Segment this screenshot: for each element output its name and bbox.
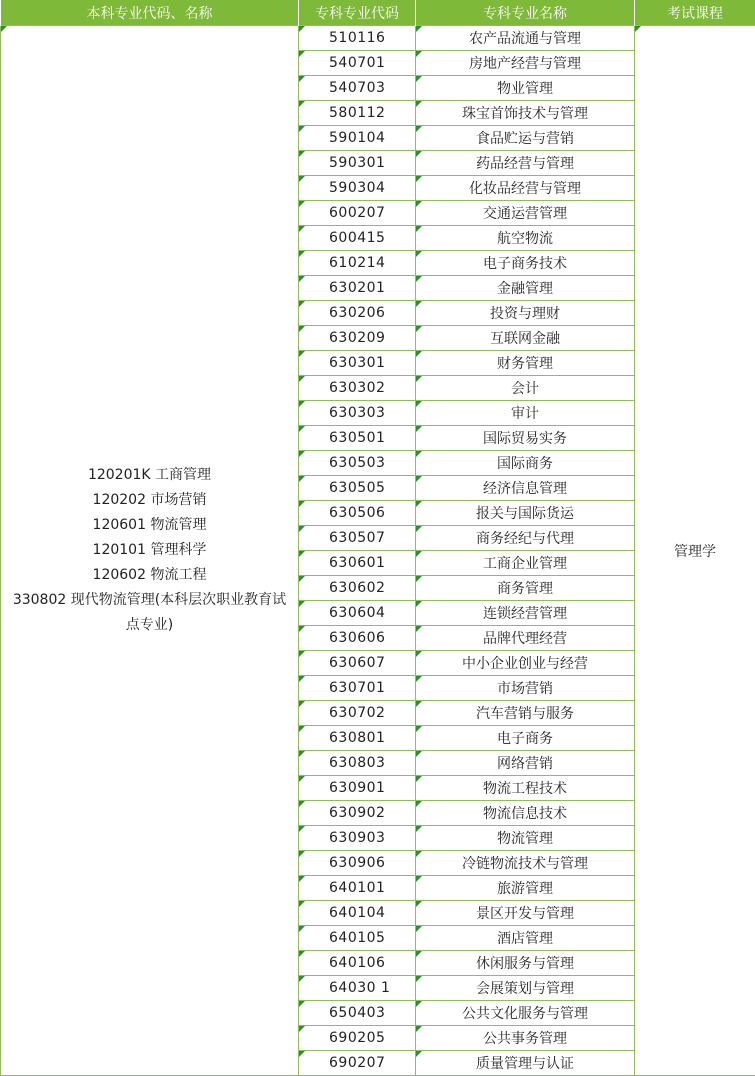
college-code-cell [299, 676, 416, 701]
cell-marker-icon [299, 951, 305, 957]
college-name: 汽车营销与服务 [476, 706, 574, 722]
undergrad-major-line: 120602 物流工程 [92, 567, 207, 583]
college-code-cell [299, 426, 416, 451]
college-name-cell [416, 1026, 635, 1051]
college-name-cell [416, 1001, 635, 1026]
cell-marker-icon [299, 51, 305, 57]
cell-marker-icon [299, 876, 305, 882]
college-name-cell [416, 601, 635, 626]
header-exam-course: 考试课程 [635, 0, 755, 26]
college-code: 630801 [329, 730, 386, 746]
college-code-cell [299, 801, 416, 826]
college-code-cell [299, 251, 416, 276]
college-name-cell [416, 926, 635, 951]
college-name-cell [416, 851, 635, 876]
undergrad-major-line: 点专业) [125, 617, 174, 633]
cell-marker-icon [416, 851, 422, 857]
cell-marker-icon [416, 801, 422, 807]
college-code-cell [299, 176, 416, 201]
cell-marker-icon [416, 51, 422, 57]
college-code: 630607 [329, 655, 386, 671]
cell-marker-icon [416, 951, 422, 957]
cell-marker-icon [299, 801, 305, 807]
cell-marker-icon [416, 501, 422, 507]
college-code: 630301 [329, 355, 386, 371]
cell-marker-icon [299, 76, 305, 82]
college-code-cell [299, 101, 416, 126]
cell-marker-icon [416, 426, 422, 432]
cell-marker-icon [416, 176, 422, 182]
college-code-cell [299, 26, 416, 51]
cell-marker-icon [416, 476, 422, 482]
college-name: 工商企业管理 [483, 556, 567, 572]
college-name-cell [416, 451, 635, 476]
college-name: 会计 [511, 381, 539, 397]
college-name: 酒店管理 [497, 931, 553, 947]
college-code: 630604 [329, 605, 386, 621]
cell-marker-icon [299, 301, 305, 307]
cell-marker-icon [299, 776, 305, 782]
college-name: 互联网金融 [490, 331, 560, 347]
college-name: 食品贮运与营销 [476, 131, 574, 147]
college-code-cell [299, 226, 416, 251]
cell-marker-icon [416, 201, 422, 207]
table-row [1, 26, 755, 51]
college-name: 审计 [511, 406, 539, 422]
cell-marker-icon [416, 326, 422, 332]
college-name-cell [416, 26, 635, 51]
cell-marker-icon [299, 26, 305, 32]
college-code-cell [299, 1001, 416, 1026]
cell-marker-icon [416, 776, 422, 782]
college-code: 630201 [329, 280, 386, 296]
cell-marker-icon [299, 426, 305, 432]
college-code: 580112 [329, 105, 386, 121]
college-code: 640105 [329, 930, 386, 946]
cell-marker-icon [299, 851, 305, 857]
cell-marker-icon [299, 1051, 305, 1057]
college-name-cell [416, 476, 635, 501]
college-code: 630606 [329, 630, 386, 646]
college-name: 质量管理与认证 [476, 1056, 574, 1072]
cell-marker-icon [416, 276, 422, 282]
college-code-cell [299, 651, 416, 676]
cell-marker-icon [416, 126, 422, 132]
college-name-cell [416, 226, 635, 251]
undergrad-majors-list [1, 463, 298, 638]
undergrad-major-line: 120101 管理科学 [92, 542, 207, 558]
cell-marker-icon [299, 976, 305, 982]
cell-marker-icon [299, 276, 305, 282]
college-code: 690207 [329, 1055, 386, 1071]
college-name-cell [416, 76, 635, 101]
college-code: 630303 [329, 405, 386, 421]
cell-marker-icon [416, 301, 422, 307]
college-name: 连锁经营管理 [483, 606, 567, 622]
college-code: 630701 [329, 680, 386, 696]
college-name: 商务经纪与代理 [476, 531, 574, 547]
college-name-cell [416, 826, 635, 851]
college-code-cell [299, 551, 416, 576]
college-name-cell [416, 951, 635, 976]
cell-marker-icon [299, 201, 305, 207]
cell-marker-icon [299, 926, 305, 932]
college-code: 630602 [329, 580, 386, 596]
cell-marker-icon [416, 826, 422, 832]
college-code-cell [299, 776, 416, 801]
cell-marker-icon [1, 26, 7, 32]
college-code: 630902 [329, 805, 386, 821]
college-name: 报关与国际货运 [476, 506, 574, 522]
college-name: 经济信息管理 [483, 481, 567, 497]
college-code: 650403 [329, 1005, 386, 1021]
college-name-cell [416, 701, 635, 726]
college-code: 610214 [329, 255, 386, 271]
college-code-cell [299, 976, 416, 1001]
undergrad-major-line: 120601 物流管理 [92, 517, 207, 533]
college-code-cell [299, 76, 416, 101]
cell-marker-icon [416, 401, 422, 407]
college-name: 品牌代理经营 [483, 631, 567, 647]
cell-marker-icon [416, 76, 422, 82]
college-name-cell [416, 426, 635, 451]
cell-marker-icon [416, 626, 422, 632]
college-code: 510116 [329, 30, 386, 46]
college-name: 国际商务 [497, 456, 553, 472]
college-code: 630906 [329, 855, 386, 871]
cell-marker-icon [299, 451, 305, 457]
cell-marker-icon [299, 1001, 305, 1007]
college-code-cell [299, 951, 416, 976]
cell-marker-icon [299, 751, 305, 757]
college-name-cell [416, 1051, 635, 1076]
college-name-cell [416, 551, 635, 576]
college-code: 630507 [329, 530, 386, 546]
college-name: 休闲服务与管理 [476, 956, 574, 972]
college-code: 690205 [329, 1030, 386, 1046]
cell-marker-icon [416, 1051, 422, 1057]
cell-marker-icon [416, 676, 422, 682]
header-college-name: 专科专业名称 [416, 0, 635, 26]
college-name: 网络营销 [497, 756, 553, 772]
college-name: 公共事务管理 [483, 1031, 567, 1047]
cell-marker-icon [299, 501, 305, 507]
cell-marker-icon [299, 526, 305, 532]
cell-marker-icon [416, 751, 422, 757]
college-name-cell [416, 576, 635, 601]
college-name-cell [416, 676, 635, 701]
cell-marker-icon [416, 726, 422, 732]
college-name: 物流信息技术 [483, 806, 567, 822]
college-code-cell [299, 376, 416, 401]
cell-marker-icon [416, 1001, 422, 1007]
college-code-cell [299, 326, 416, 351]
cell-marker-icon [416, 376, 422, 382]
college-code-cell [299, 126, 416, 151]
college-name: 会展策划与管理 [476, 981, 574, 997]
exam-course: 管理学 [674, 543, 716, 560]
college-code: 590304 [329, 180, 386, 196]
college-code-cell [299, 401, 416, 426]
college-code-cell [299, 726, 416, 751]
college-code: 640106 [329, 955, 386, 971]
undergrad-majors-cell [1, 26, 299, 1076]
college-code-cell [299, 1026, 416, 1051]
college-code: 630702 [329, 705, 386, 721]
college-code: 630302 [329, 380, 386, 396]
cell-marker-icon [299, 126, 305, 132]
college-name-cell [416, 651, 635, 676]
cell-marker-icon [299, 651, 305, 657]
college-name-cell [416, 251, 635, 276]
college-code-cell [299, 351, 416, 376]
cell-marker-icon [299, 701, 305, 707]
college-name: 化妆品经营与管理 [469, 181, 581, 197]
college-name: 航空物流 [497, 231, 553, 247]
college-code-cell [299, 851, 416, 876]
cell-marker-icon [416, 151, 422, 157]
college-code: 630206 [329, 305, 386, 321]
college-name: 物流管理 [497, 831, 553, 847]
cell-marker-icon [299, 351, 305, 357]
college-name: 市场营销 [497, 681, 553, 697]
cell-marker-icon [416, 526, 422, 532]
cell-marker-icon [416, 351, 422, 357]
college-name: 中小企业创业与经营 [462, 656, 588, 672]
header-row [1, 0, 755, 26]
college-name: 物流工程技术 [483, 781, 567, 797]
college-name-cell [416, 276, 635, 301]
header-undergrad-major: 本科专业代码、名称 [1, 0, 299, 26]
cell-marker-icon [416, 26, 422, 32]
college-name-cell [416, 776, 635, 801]
college-name-cell [416, 326, 635, 351]
cell-marker-icon [416, 1026, 422, 1032]
college-name-cell [416, 201, 635, 226]
college-name: 药品经营与管理 [476, 156, 574, 172]
college-name: 冷链物流技术与管理 [462, 856, 588, 872]
college-code-cell [299, 526, 416, 551]
cell-marker-icon [416, 876, 422, 882]
college-code: 600207 [329, 205, 386, 221]
cell-marker-icon [416, 226, 422, 232]
college-name-cell [416, 751, 635, 776]
cell-marker-icon [416, 251, 422, 257]
college-code-cell [299, 576, 416, 601]
college-name-cell [416, 151, 635, 176]
college-name: 电子商务技术 [483, 256, 567, 272]
cell-marker-icon [299, 901, 305, 907]
college-name: 房地产经营与管理 [469, 56, 581, 72]
college-code-cell [299, 626, 416, 651]
cell-marker-icon [299, 726, 305, 732]
college-name: 珠宝首饰技术与管理 [462, 106, 588, 122]
table-header [1, 0, 755, 26]
college-name: 投资与理财 [490, 306, 560, 322]
college-name-cell [416, 176, 635, 201]
college-name: 金融管理 [497, 281, 553, 297]
cell-marker-icon [635, 26, 641, 32]
college-name: 交通运营管理 [483, 206, 567, 222]
cell-marker-icon [299, 601, 305, 607]
college-name-cell [416, 876, 635, 901]
college-code: 630506 [329, 505, 386, 521]
college-code: 630503 [329, 455, 386, 471]
cell-marker-icon [416, 601, 422, 607]
cell-marker-icon [299, 1026, 305, 1032]
college-code-cell [299, 751, 416, 776]
cell-marker-icon [416, 926, 422, 932]
college-code-cell [299, 451, 416, 476]
college-name: 电子商务 [497, 731, 553, 747]
college-code-cell [299, 926, 416, 951]
college-code-cell [299, 51, 416, 76]
college-name-cell [416, 301, 635, 326]
cell-marker-icon [299, 676, 305, 682]
cell-marker-icon [299, 401, 305, 407]
undergrad-major-line: 120202 市场营销 [92, 492, 207, 508]
cell-marker-icon [416, 576, 422, 582]
college-name-cell [416, 126, 635, 151]
undergrad-major-line: 120201K 工商管理 [87, 467, 212, 483]
college-code-cell [299, 826, 416, 851]
college-code: 630903 [329, 830, 386, 846]
college-code: 64030 1 [329, 980, 391, 996]
college-name-cell [416, 901, 635, 926]
college-name: 旅游管理 [497, 881, 553, 897]
cell-marker-icon [299, 376, 305, 382]
college-name-cell [416, 376, 635, 401]
cell-marker-icon [299, 176, 305, 182]
college-code-cell [299, 901, 416, 926]
table-body [1, 26, 755, 1076]
cell-marker-icon [416, 976, 422, 982]
college-name-cell [416, 726, 635, 751]
college-code-cell [299, 701, 416, 726]
college-code-cell [299, 301, 416, 326]
college-code-cell [299, 501, 416, 526]
cell-marker-icon [299, 476, 305, 482]
college-code: 630601 [329, 555, 386, 571]
college-name-cell [416, 976, 635, 1001]
college-name: 农产品流通与管理 [469, 31, 581, 47]
college-code: 630505 [329, 480, 386, 496]
cell-marker-icon [299, 101, 305, 107]
college-code: 540703 [329, 80, 386, 96]
undergrad-major-line: 330802 现代物流管理(本科层次职业教育试 [12, 592, 287, 608]
college-name-cell [416, 351, 635, 376]
cell-marker-icon [416, 551, 422, 557]
exam-course-cell [635, 26, 755, 1076]
cell-marker-icon [416, 451, 422, 457]
college-name: 公共文化服务与管理 [462, 1006, 588, 1022]
college-code-cell [299, 201, 416, 226]
cell-marker-icon [299, 551, 305, 557]
college-name-cell [416, 51, 635, 76]
college-code-cell [299, 476, 416, 501]
college-code: 630501 [329, 430, 386, 446]
college-name-cell [416, 101, 635, 126]
cell-marker-icon [299, 151, 305, 157]
college-code-cell [299, 876, 416, 901]
college-code-cell [299, 1051, 416, 1076]
college-name: 商务管理 [497, 581, 553, 597]
college-name: 国际贸易实务 [483, 431, 567, 447]
cell-marker-icon [416, 901, 422, 907]
college-name-cell [416, 801, 635, 826]
cell-marker-icon [299, 226, 305, 232]
college-name: 景区开发与管理 [476, 906, 574, 922]
college-name-cell [416, 401, 635, 426]
college-code: 590104 [329, 130, 386, 146]
college-name-cell [416, 526, 635, 551]
college-code-cell [299, 601, 416, 626]
cell-marker-icon [416, 701, 422, 707]
college-code: 640104 [329, 905, 386, 921]
college-code: 630209 [329, 330, 386, 346]
college-name-cell [416, 626, 635, 651]
college-code: 630803 [329, 755, 386, 771]
college-code: 600415 [329, 230, 386, 246]
college-name: 财务管理 [497, 356, 553, 372]
cell-marker-icon [299, 251, 305, 257]
college-code: 590301 [329, 155, 386, 171]
college-name: 物业管理 [497, 81, 553, 97]
cell-marker-icon [299, 826, 305, 832]
cell-marker-icon [416, 101, 422, 107]
college-code: 630901 [329, 780, 386, 796]
college-code: 640101 [329, 880, 386, 896]
cell-marker-icon [299, 326, 305, 332]
college-name-cell [416, 501, 635, 526]
cell-marker-icon [299, 626, 305, 632]
college-code: 540701 [329, 55, 386, 71]
header-college-code: 专科专业代码 [299, 0, 416, 26]
college-code-cell [299, 276, 416, 301]
cell-marker-icon [416, 651, 422, 657]
college-code-cell [299, 151, 416, 176]
cell-marker-icon [299, 576, 305, 582]
